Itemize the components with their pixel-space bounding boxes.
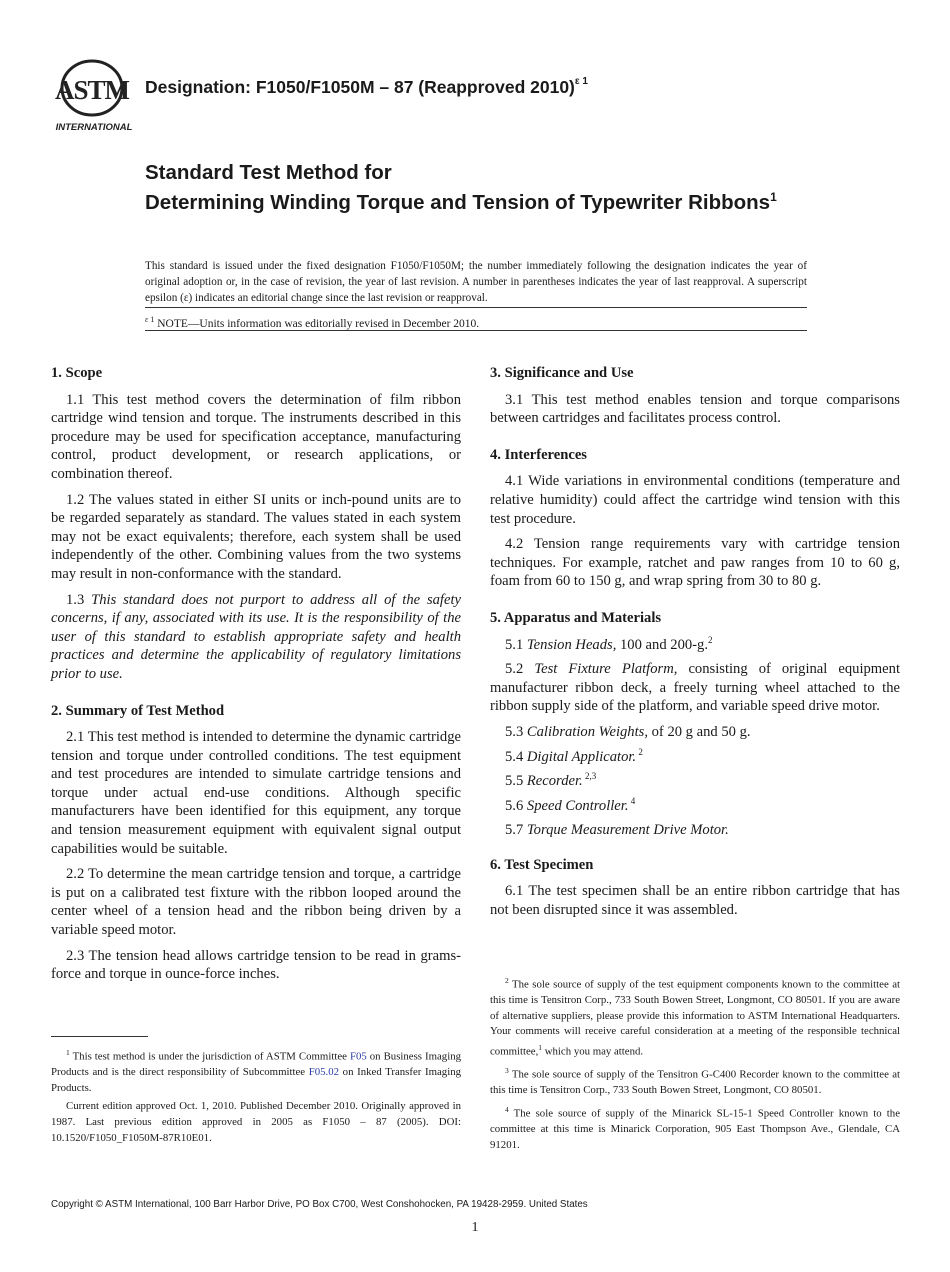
item-5-3	[490, 723, 900, 742]
footnotes-left	[51, 1045, 461, 1149]
footnote-1-text: on Inked Transfer Imaging Products.	[51, 1066, 461, 1094]
footnote-4	[490, 1102, 900, 1153]
preamble: This standard is issued under the fixed designation F1050/F1050M; the number immediately following the designation indicates the year of original adoption or, in the case of revision, the year of last revision. A number in parentheses indicates the year of last reapproval. A superscript epsilon (ε) indicates an editorial change since the last revision or reapproval.	[145, 260, 807, 304]
section-6-heading: 6. Test Specimen	[490, 856, 594, 873]
section-4-heading: 4. Interferences	[490, 446, 587, 463]
item-5-3-text: of 20 g and 50 g.	[647, 723, 751, 740]
para-1-3-num: 1.3	[66, 591, 92, 608]
footnote-2-num: 2	[505, 976, 509, 985]
title-main: Determining Winding Torque and Tension of Typewriter Ribbons	[145, 190, 771, 214]
title-footnote-ref: 1	[770, 190, 777, 204]
footnote-1	[51, 1045, 461, 1096]
item-5-4	[490, 748, 900, 767]
para-6-1: 6.1 The test specimen shall be an entire ribbon cartridge that has not been disrupted since it was assembled.	[490, 883, 900, 919]
note-epsilon: ε 1	[145, 315, 155, 324]
item-5-6-num: 5.6	[505, 797, 527, 814]
designation	[145, 77, 588, 98]
para-2-1: 2.1 This test method is intended to determine the dynamic cartridge tension and torque under controlled conditions. The test equipment and test procedures are intended to simulate cartridge tensions and torque under actual end-use conditions. Although specific manufacturers have been identified for this equipment, any torque and tension measurement equipment with equivalent signal output capabilities would be suitable.	[51, 729, 461, 857]
divider	[145, 307, 807, 308]
footnote-ref: 2	[636, 746, 643, 757]
designation-text: Designation: F1050/F1050M – 87 (Reapproved 2010)	[145, 77, 575, 97]
title-line-2	[145, 185, 825, 215]
designation-epsilon: ε 1	[574, 76, 588, 88]
footnote-1-num: 1	[66, 1048, 70, 1057]
item-5-3-label: Calibration Weights,	[526, 723, 648, 740]
para-1-1: 1.1 This test method covers the determination of film ribbon cartridge wind tension and torque. The instruments described in this procedure may be used for specification acceptance, manufacturing control, product development, or research applications, or combination thereof.	[51, 391, 461, 482]
footnote-ref: 4	[628, 795, 636, 806]
footnote-3-num: 3	[505, 1066, 509, 1076]
footnote-1-edition: Current edition approved Oct. 1, 2010. Published December 2010. Originally approved in 1987. Last previous edition approved in 2005 as F1050 – 87 (2005). DOI: 10.1520/F1050_F1050M-87R10E01.	[51, 1100, 461, 1144]
section-2-heading: 2. Summary of Test Method	[51, 702, 225, 719]
item-5-4-num: 5.4	[505, 748, 527, 765]
para-1-2: 1.2 The values stated in either SI units or inch-pound units are to be regarded separately as standard. The values stated in each system may not be exact equivalents; therefore, each system shall be used independently of the other. Combining values from the two systems may result in non-conformance with the standard.	[51, 491, 461, 582]
para-1-3	[51, 591, 461, 684]
footnotes-right	[490, 973, 900, 1156]
item-5-5-label: Recorder.	[526, 773, 583, 790]
item-5-6	[490, 797, 900, 816]
para-2-3: 2.3 The tension head allows cartridge tension to be read in grams-force and torque in ounce-force inches.	[51, 947, 461, 983]
item-5-2-label: Test Fixture Platform,	[534, 661, 678, 678]
para-1-3-text: This standard does not purport to address all of the safety concerns, if any, associated with its use. It is the responsibility of the user of this standard to establish appropriate safety and health practices and determine the applicability of regulatory limitations prior to use.	[51, 591, 461, 682]
divider	[145, 330, 807, 331]
right-column	[490, 364, 900, 927]
committee-link[interactable]: F05	[349, 1050, 367, 1063]
document-title	[145, 160, 825, 215]
item-5-2	[490, 660, 900, 716]
subcommittee-link[interactable]: F05.02	[308, 1066, 340, 1079]
item-5-4-label: Digital Applicator.	[526, 748, 637, 765]
footnote-4-num: 4	[505, 1104, 509, 1114]
para-4-2: 4.2 Tension range requirements vary with cartridge tension techniques. For example, ratchet and paw ranges from 10 to 60 g, foam from 60 to 150 g, and wrap spring from 30 to 80 g.	[490, 536, 900, 590]
para-4-1: 4.1 Wide variations in environmental conditions (temperature and relative humidity) could affect the cartridge wind tension with this test procedure.	[490, 473, 900, 527]
copyright-notice: Copyright © ASTM International, 100 Barr Harbor Drive, PO Box C700, West Conshohocken, PA 19428-2959. United States	[51, 1199, 588, 1210]
item-5-2-text: consisting of original equipment manufacturer ribbon deck, a freely turning wheel attached to the ribbon supply side of the platform, and variable speed drive motor.	[490, 661, 900, 715]
item-5-7	[490, 821, 900, 840]
editorial-note	[145, 312, 479, 332]
section-5-heading: 5. Apparatus and Materials	[490, 609, 662, 626]
para-3-1: 3.1 This test method enables tension and torque comparisons between cartridges and facilitates process control.	[490, 391, 900, 427]
item-5-3-num: 5.3	[505, 723, 527, 740]
item-5-7-label: Torque Measurement Drive Motor.	[526, 822, 729, 839]
footnote-ref: 1	[538, 1042, 543, 1052]
item-5-1-label: Tension Heads,	[526, 636, 617, 653]
astm-logo	[52, 58, 136, 134]
item-5-5	[490, 772, 900, 791]
footnote-2-text: The sole source of supply of the test equipment components known to the committee at this time is Tensitron Corp., 733 South Bowen Street, Longmont, CO 80501. If you are aware of alternative suppliers, please provide this information to ASTM International Headquarters. Your comments will receive careful consideration at a meeting of the responsible technical committee,	[490, 978, 900, 1058]
page-number: 1	[471, 1220, 479, 1235]
footnote-3	[490, 1063, 900, 1099]
footnote-4-text: The sole source of supply of the Minarick SL-15-1 Speed Controller known to the committee at this time is Minarick Corporation, 905 East Thompson Ave., Glendale, CA 91201.	[490, 1107, 900, 1151]
item-5-7-num: 5.7	[505, 822, 527, 839]
footnote-3-text: The sole source of supply of the Tensitron G-C400 Recorder known to the committee at this time is Tensitron Corp., 733 South Bowen Street, Longmont, CO 80501.	[490, 1068, 900, 1097]
item-5-1-text: 100 and 200-g.	[616, 636, 708, 653]
para-2-2: 2.2 To determine the mean cartridge tension and torque, a cartridge is put on a calibrated test fixture with the ribbon looped around the center wheel of a tension head and the ribbon being driven by a variable speed motor.	[51, 866, 461, 939]
footnote-1-text: on Business Imaging Products and is the direct responsibility of Subcommittee	[51, 1050, 461, 1079]
footnote-ref: 2,3	[582, 771, 597, 782]
footnote-divider	[51, 1036, 148, 1037]
note-text: NOTE—Units information was editorially revised in December 2010.	[154, 317, 480, 330]
footnote-2-text: which you may attend.	[542, 1045, 644, 1058]
section-3-heading: 3. Significance and Use	[490, 365, 634, 381]
logo-text: ASTM	[54, 75, 130, 105]
footnote-ref: 2	[707, 634, 713, 645]
item-5-2-num: 5.2	[505, 661, 535, 678]
item-5-1-num: 5.1	[505, 636, 527, 653]
left-column	[51, 364, 461, 991]
footnote-2	[490, 973, 900, 1060]
logo-subtext: INTERNATIONAL	[55, 122, 133, 133]
section-1-heading: 1. Scope	[51, 365, 103, 381]
footnote-1-text: This test method is under the jurisdiction of ASTM Committee	[69, 1050, 350, 1063]
item-5-5-num: 5.5	[505, 773, 527, 790]
title-line-1: Standard Test Method for	[145, 161, 392, 184]
item-5-1	[490, 636, 900, 655]
item-5-6-label: Speed Controller.	[526, 797, 629, 814]
